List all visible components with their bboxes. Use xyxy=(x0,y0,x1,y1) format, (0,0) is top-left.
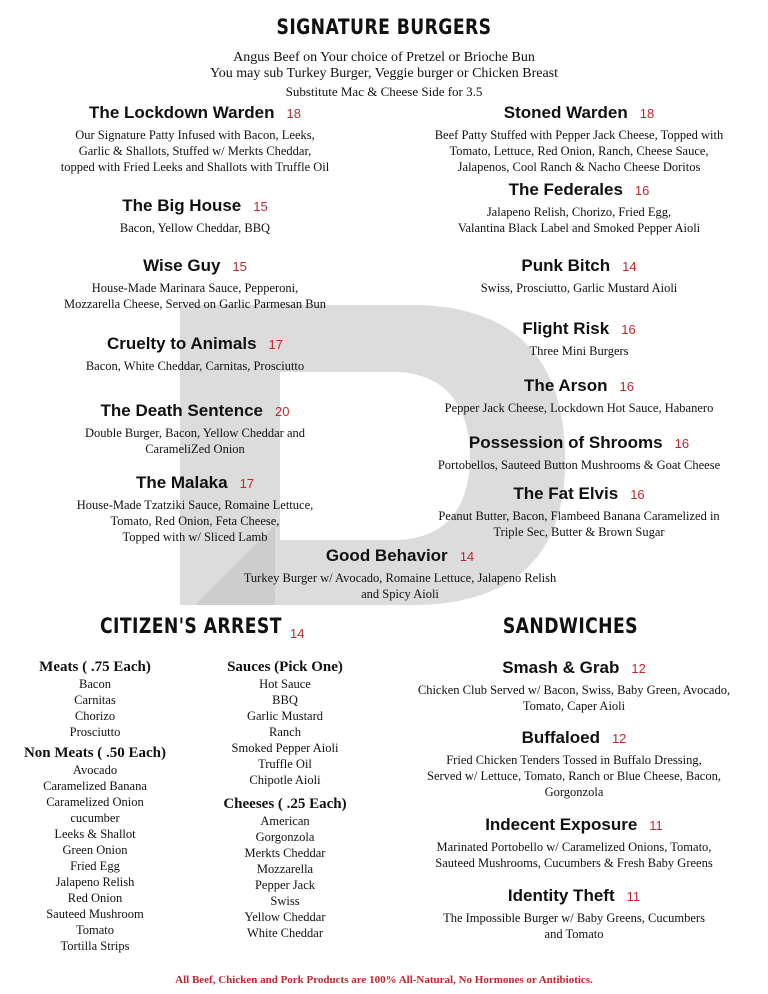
desc-line: Sauteed Mushrooms, Cucumbers & Fresh Baby Greens xyxy=(435,856,713,870)
signature-burgers-title: SIGNATURE BURGERS xyxy=(276,15,492,39)
item-price: 20 xyxy=(275,404,290,419)
item-name: Smash & Grab xyxy=(502,658,620,677)
nonmeat-option: Leeks & Shallot xyxy=(54,827,136,841)
item-price: 16 xyxy=(630,487,645,502)
desc-line: Triple Sec, Butter & Brown Sugar xyxy=(493,525,665,539)
desc-line: Double Burger, Bacon, Yellow Cheddar and xyxy=(84,426,306,440)
item-price: 12 xyxy=(611,731,627,746)
desc-line: Our Signature Patty Infused with Bacon, Leeks, xyxy=(75,128,315,142)
sauce-option: Garlic Mustard xyxy=(246,709,324,723)
desc-line: Chicken Club Served w/ Bacon, Swiss, Baby Green, Avocado, xyxy=(417,683,731,697)
cheese-option: Pepper Jack xyxy=(254,878,316,892)
item-price: 17 xyxy=(239,476,255,491)
item-name: The Federales xyxy=(508,180,623,199)
desc-line: Mozzarella Cheese, Served on Garlic Parmesan Bun xyxy=(63,297,327,311)
desc-line: Marinated Portobello w/ Caramelized Onions, Tomato, xyxy=(436,840,712,854)
menu-item xyxy=(380,815,768,871)
desc-line: Topped with w/ Sliced Lamb xyxy=(122,530,268,544)
item-price: 15 xyxy=(253,199,268,214)
item-name: Indecent Exposure xyxy=(485,815,638,834)
item-description xyxy=(380,910,768,942)
item-description xyxy=(390,400,768,416)
item-name: Wise Guy xyxy=(143,256,221,275)
meat-option: Carnitas xyxy=(74,693,116,707)
item-price: 14 xyxy=(622,259,637,274)
desc-line: Fried Chicken Tenders Tossed in Buffalo Dressing, xyxy=(446,753,702,767)
meat-option: Bacon xyxy=(79,677,111,691)
sauces-title: Sauces (Pick One) xyxy=(227,659,343,675)
sandwiches-title: SANDWICHES xyxy=(502,614,638,638)
desc-line: Pepper Jack Cheese, Lockdown Hot Sauce, Habanero xyxy=(444,401,714,415)
sauce-option: Smoked Pepper Aioli xyxy=(231,741,339,755)
item-description xyxy=(390,457,768,473)
desc-line: Valantina Black Label and Smoked Pepper Aioli xyxy=(457,221,701,235)
desc-line: Tomato, Red Onion, Feta Cheese, xyxy=(110,514,280,528)
desc-line: Bacon, Yellow Cheddar, BBQ xyxy=(119,221,271,235)
item-description xyxy=(0,570,768,602)
menu-item xyxy=(0,401,390,457)
desc-line: Swiss, Prosciutto, Garlic Mustard Aioli xyxy=(480,281,678,295)
item-description xyxy=(0,127,390,175)
menu-item xyxy=(390,180,768,236)
intro-line-2: You may sub Turkey Burger, Veggie burger or Chicken Breast xyxy=(210,66,558,81)
sauce-option: Hot Sauce xyxy=(259,677,311,691)
item-name: The Arson xyxy=(524,376,608,395)
desc-line: House-Made Marinara Sauce, Pepperoni, xyxy=(91,281,299,295)
item-price: 16 xyxy=(621,322,636,337)
nonmeat-option: Tortilla Strips xyxy=(60,939,130,953)
meat-option: Chorizo xyxy=(74,709,116,723)
desc-line: Peanut Butter, Bacon, Flambeed Banana Caramelized in xyxy=(438,509,720,523)
nonmeat-option: Avocado xyxy=(72,763,118,777)
item-price: 15 xyxy=(232,259,247,274)
nonmeat-option: Sauteed Mushroom xyxy=(46,907,144,921)
desc-line: and Spicy Aioli xyxy=(361,587,439,601)
menu-item xyxy=(0,546,768,602)
item-description xyxy=(390,343,768,359)
item-name: Identity Theft xyxy=(507,886,615,905)
cheese-option: Merkts Cheddar xyxy=(244,846,326,860)
item-description xyxy=(390,280,768,296)
sauce-option: BBQ xyxy=(272,693,298,707)
desc-line: Served w/ Lettuce, Tomato, Ranch or Blue Cheese, Bacon, xyxy=(427,769,721,783)
desc-line: Gorgonzola xyxy=(544,785,604,799)
citizens-arrest-title: CITIZEN'S ARREST xyxy=(100,614,282,638)
item-name: Buffaloed xyxy=(521,728,600,747)
desc-line: Tomato, Caper Aioli xyxy=(522,699,626,713)
nonmeat-option: Tomato xyxy=(75,923,114,937)
menu-item xyxy=(380,886,768,942)
desc-line: Tomato, Lettuce, Red Onion, Ranch, Cheese Sauce, xyxy=(449,144,709,158)
desc-line: Three Mini Burgers xyxy=(529,344,629,358)
menu-item xyxy=(390,103,768,175)
item-description xyxy=(390,204,768,236)
item-price: 18 xyxy=(639,106,655,121)
menu-item xyxy=(0,196,390,236)
cheese-option: Gorgonzola xyxy=(255,830,315,844)
desc-line: Portobellos, Sauteed Button Mushrooms & Goat Cheese xyxy=(437,458,721,472)
item-description xyxy=(380,839,768,871)
item-price: 17 xyxy=(268,337,284,352)
desc-line: The Impossible Burger w/ Baby Greens, Cucumbers xyxy=(443,911,705,925)
intro-line-1: Angus Beef on Your choice of Pretzel or Brioche Bun xyxy=(233,50,535,65)
cheese-option: American xyxy=(260,814,310,828)
item-price: 16 xyxy=(674,436,690,451)
nonmeat-option: Caramelized Banana xyxy=(43,779,147,793)
nonmeat-option: Fried Egg xyxy=(70,859,120,873)
item-description xyxy=(0,220,390,236)
item-name: Possession of Shrooms xyxy=(468,433,663,452)
menu-item xyxy=(0,103,390,175)
desc-line: Garlic & Shallots, Stuffed w/ Merkts Cheddar, xyxy=(78,144,312,158)
item-description xyxy=(390,127,768,175)
desc-line: Jalapeno Relish, Chorizo, Fried Egg, xyxy=(486,205,672,219)
item-price: 11 xyxy=(649,818,663,833)
nonmeats-title: Non Meats ( .50 Each) xyxy=(23,745,167,761)
cheeses-title: Cheeses ( .25 Each) xyxy=(223,796,347,812)
item-name: The Malaka xyxy=(135,473,228,492)
item-price: 16 xyxy=(619,379,634,394)
cheese-option: Yellow Cheddar xyxy=(244,910,326,924)
desc-line: and Tomato xyxy=(544,927,604,941)
cheese-option: Swiss xyxy=(270,894,300,908)
item-name: Good Behavior xyxy=(325,546,448,565)
menu-item xyxy=(380,658,768,714)
menu-item xyxy=(0,256,390,312)
menu-item xyxy=(0,334,390,374)
item-name: The Big House xyxy=(122,196,242,215)
item-price: 14 xyxy=(459,549,475,564)
sauce-option: Truffle Oil xyxy=(258,757,312,771)
item-price: 18 xyxy=(286,106,301,121)
desc-line: Turkey Burger w/ Avocado, Romaine Lettuce, Jalapeno Relish xyxy=(243,571,557,585)
item-name: Stoned Warden xyxy=(503,103,628,122)
item-name: The Death Sentence xyxy=(100,401,264,420)
item-description xyxy=(0,358,390,374)
meats-title: Meats ( .75 Each) xyxy=(39,659,151,675)
item-description xyxy=(390,508,768,540)
item-name: Cruelty to Animals xyxy=(106,334,257,353)
citizens-arrest-price: 14 xyxy=(290,626,305,641)
item-name: The Fat Elvis xyxy=(513,484,619,503)
desc-line: topped with Fried Leeks and Shallots with Truffle Oil xyxy=(60,160,330,174)
item-price: 16 xyxy=(634,183,650,198)
footer-disclaimer: All Beef, Chicken and Pork Products are 100% All-Natural, No Hormones or Antibiotics. xyxy=(175,974,593,986)
meats-section xyxy=(0,659,190,954)
nonmeat-option: Red Onion xyxy=(67,891,123,905)
menu-item xyxy=(380,728,768,800)
sauce-option: Chipotle Aioli xyxy=(249,773,321,787)
item-description xyxy=(380,682,768,714)
sauce-option: Ranch xyxy=(269,725,301,739)
desc-line: Beef Patty Stuffed with Pepper Jack Cheese, Topped with xyxy=(434,128,724,142)
item-description xyxy=(0,425,390,457)
nonmeat-option: Caramelized Onion xyxy=(46,795,144,809)
desc-line: Jalapenos, Cool Ranch & Nacho Cheese Doritos xyxy=(457,160,701,174)
item-description xyxy=(380,752,768,800)
intro-line-3: Substitute Mac & Cheese Side for 3.5 xyxy=(285,84,483,99)
menu-item xyxy=(0,473,390,545)
item-price: 11 xyxy=(626,889,641,904)
nonmeat-option: cucumber xyxy=(70,811,120,825)
cheese-option: White Cheddar xyxy=(246,926,323,940)
menu-item xyxy=(390,484,768,540)
menu-item xyxy=(390,256,768,296)
desc-line: Bacon, White Cheddar, Carnitas, Prosciutto xyxy=(85,359,305,373)
sauces-section xyxy=(200,659,370,941)
menu-item xyxy=(390,319,768,359)
menu-item xyxy=(390,376,768,416)
desc-line: CarameliZed Onion xyxy=(145,442,245,456)
item-name: Punk Bitch xyxy=(521,256,611,275)
item-name: The Lockdown Warden xyxy=(89,103,275,122)
signature-intro xyxy=(0,50,768,100)
cheese-option: Mozzarella xyxy=(256,862,314,876)
citizens-arrest-header xyxy=(100,614,322,638)
menu-item xyxy=(390,433,768,473)
desc-line: House-Made Tzatziki Sauce, Romaine Lettuce, xyxy=(76,498,314,512)
item-description xyxy=(0,280,390,312)
item-description xyxy=(0,497,390,545)
meat-option: Prosciutto xyxy=(69,725,121,739)
nonmeat-option: Green Onion xyxy=(62,843,128,857)
nonmeat-option: Jalapeno Relish xyxy=(55,875,135,889)
item-price: 12 xyxy=(631,661,646,676)
item-name: Flight Risk xyxy=(522,319,610,338)
